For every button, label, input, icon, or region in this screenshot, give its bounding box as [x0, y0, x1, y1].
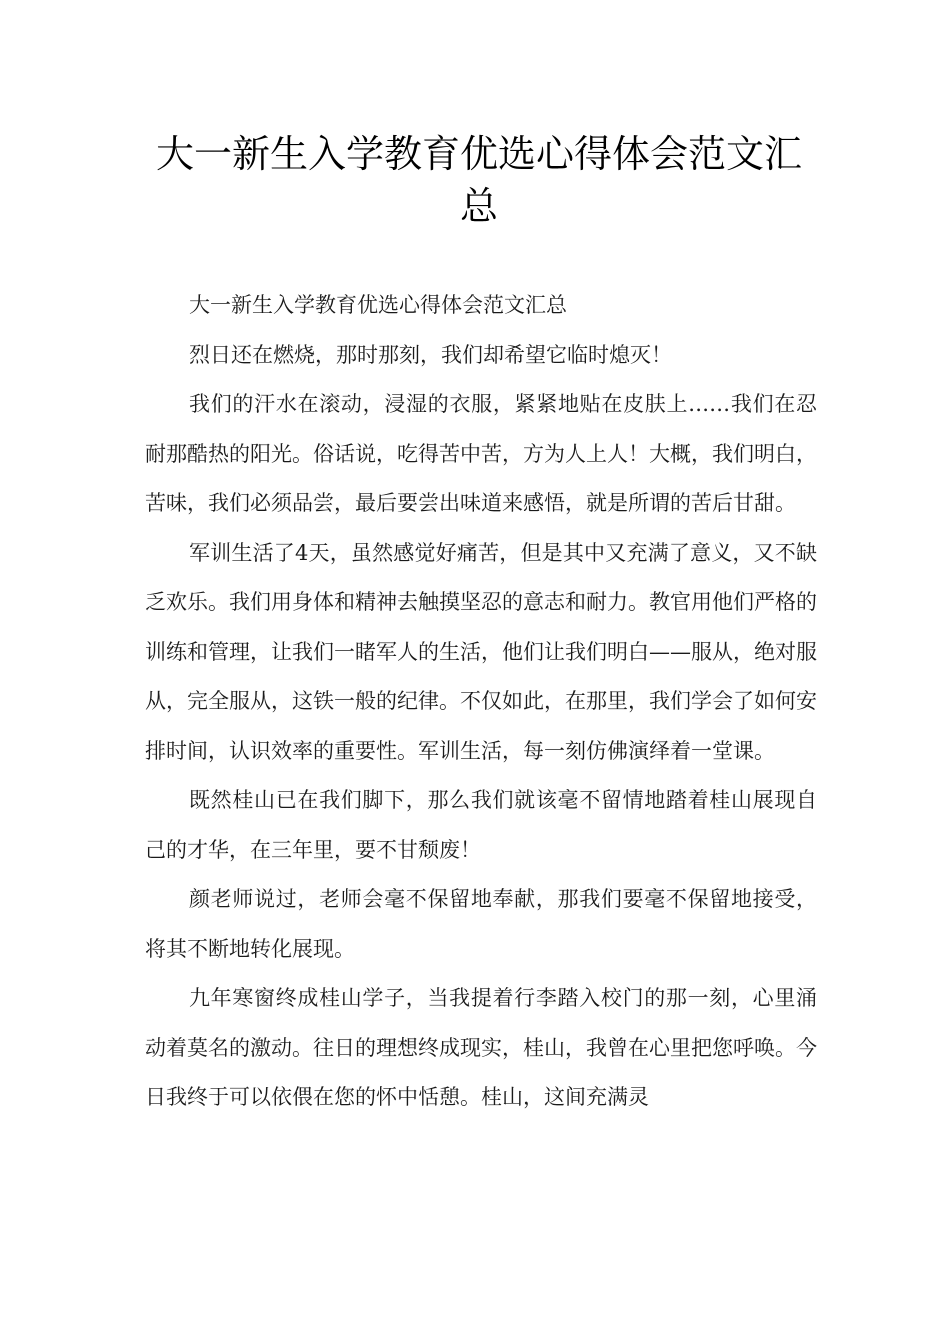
paragraph: 既然桂山已在我们脚下，那么我们就该毫不留情地踏着桂山展现自己的才华，在三年里，要不甘颓废！: [145, 788, 817, 862]
paragraph-subtitle: 大一新生入学教育优选心得体会范文汇总: [189, 293, 567, 317]
document-body: [145, 281, 817, 1123]
paragraph: 颜老师说过，老师会毫不保留地奉献，那我们要毫不保留地接受，将其不断地转化展现。: [145, 887, 817, 961]
paragraph: 烈日还在燃烧，那时那刻，我们却希望它临时熄灭！: [189, 342, 672, 367]
paragraph: 军训生活了4天，虽然感觉好痛苦，但是其中又充满了意义，又不缺乏欢乐。我们用身体和精神去触摸坚忍的意志和耐力。教官用他们严格的训练和管理，让我们一睹军人的生活，他们让我们明白——服从，绝对服从，完全服从，这铁一般的纪律。不仅如此，在那里，我们学会了如何安排时间，认识效率的重要性。军训生活，每一刻仿佛演绎着一堂课。: [145, 540, 817, 763]
paragraph: 我们的汗水在滚动，浸湿的衣服，紧紧地贴在皮肤上……我们在忍耐那酷热的阳光。俗话说，吃得苦中苦，方为人上人！大概，我们明白，苦味，我们必须品尝，最后要尝出味道来感悟，就是所谓的苦后甘甜。: [145, 392, 817, 515]
paragraph: 九年寒窗终成桂山学子，当我提着行李踏入校门的那一刻，心里涌动着莫名的激动。往日的理想终成现实，桂山，我曾在心里把您呼唤。今日我终于可以依偎在您的怀中恬憩。桂山，这间充满灵: [145, 986, 817, 1109]
document-title: 大一新生入学教育优选心得体会范文汇总: [155, 132, 802, 228]
